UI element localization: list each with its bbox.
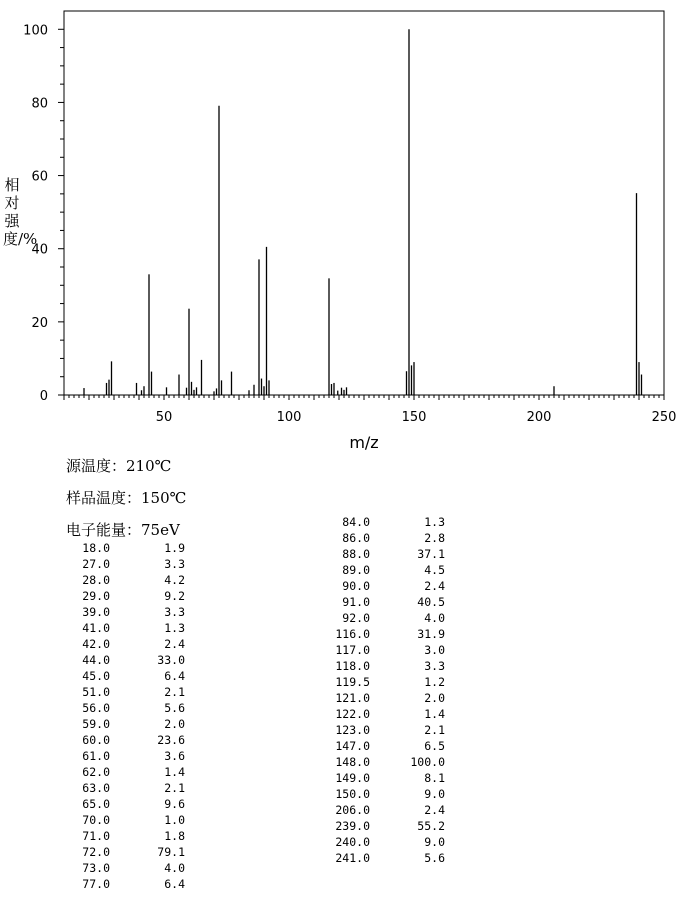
peak-row [330, 674, 460, 690]
peak-row [70, 684, 200, 700]
peak-abundance: 5.6 [424, 851, 445, 865]
peak-mz: 72.0 [82, 845, 110, 859]
peak-mz: 51.0 [82, 685, 110, 699]
x-tick-label: 150 [401, 410, 427, 425]
peak-row [330, 610, 460, 626]
peak-mz: 65.0 [82, 797, 110, 811]
peak-row [330, 850, 460, 866]
peak-row [330, 514, 460, 530]
peak-abundance: 6.4 [164, 669, 185, 683]
peak-mz: 118.0 [335, 659, 370, 673]
peak-abundance: 1.9 [164, 541, 185, 555]
y-tick-label: 100 [23, 23, 48, 39]
y-axis-label: 相对强度/% [3, 176, 38, 248]
peak-mz: 121.0 [335, 691, 370, 705]
peak-row [330, 754, 460, 770]
peak-abundance: 2.4 [424, 579, 445, 593]
peak-row [70, 620, 200, 636]
peak-abundance: 2.4 [164, 637, 185, 651]
peak-mz: 148.0 [335, 755, 370, 769]
peak-row [330, 562, 460, 578]
peak-abundance: 3.6 [164, 749, 185, 763]
peak-row [330, 722, 460, 738]
peak-abundance: 9.0 [424, 787, 445, 801]
peak-abundance: 31.9 [417, 627, 445, 641]
peak-row [70, 812, 200, 828]
x-tick-label: 50 [155, 410, 173, 425]
peak-row [330, 706, 460, 722]
peak-mz: 71.0 [82, 829, 110, 843]
x-axis-label: m/z [349, 433, 379, 452]
peak-row [330, 546, 460, 562]
peak-mz: 92.0 [342, 611, 370, 625]
peak-abundance: 3.3 [164, 557, 185, 571]
peak-abundance: 4.0 [424, 611, 445, 625]
peak-row [70, 700, 200, 716]
peak-mz: 61.0 [82, 749, 110, 763]
peak-row [330, 578, 460, 594]
peak-mz: 59.0 [82, 717, 110, 731]
peak-row [70, 716, 200, 732]
peak-row [70, 780, 200, 796]
peak-mz: 119.5 [335, 675, 370, 689]
peak-row [330, 530, 460, 546]
peak-abundance: 6.5 [424, 739, 445, 753]
peak-abundance: 8.1 [424, 771, 445, 785]
peak-abundance: 1.3 [164, 621, 185, 635]
peak-mz: 117.0 [335, 643, 370, 657]
peak-mz: 18.0 [82, 541, 110, 555]
peak-abundance: 2.1 [424, 723, 445, 737]
peak-mz: 62.0 [82, 765, 110, 779]
peak-row [70, 668, 200, 684]
peak-abundance: 9.6 [164, 797, 185, 811]
peak-row [330, 770, 460, 786]
x-tick-label: 250 [651, 410, 677, 425]
peak-mz: 29.0 [82, 589, 110, 603]
peak-abundance: 55.2 [417, 819, 445, 833]
peak-mz: 147.0 [335, 739, 370, 753]
peak-mz: 240.0 [335, 835, 370, 849]
peak-abundance: 1.2 [424, 675, 445, 689]
y-tick-label: 40 [31, 242, 48, 258]
peak-mz: 91.0 [342, 595, 370, 609]
peak-mz: 63.0 [82, 781, 110, 795]
y-tick-label: 0 [39, 389, 48, 404]
peak-abundance: 2.0 [164, 717, 185, 731]
peak-abundance: 1.4 [164, 765, 185, 779]
peak-abundance: 2.8 [424, 531, 445, 545]
peak-mz: 86.0 [342, 531, 370, 545]
peak-abundance: 1.8 [164, 829, 185, 843]
peak-mz: 45.0 [82, 669, 110, 683]
x-tick-label: 200 [526, 410, 552, 425]
peak-mz: 123.0 [335, 723, 370, 737]
peak-abundance: 3.3 [164, 605, 185, 619]
peak-row [330, 690, 460, 706]
peak-row [70, 828, 200, 844]
peak-mz: 39.0 [82, 605, 110, 619]
peak-mz: 90.0 [342, 579, 370, 593]
peak-abundance: 4.5 [424, 563, 445, 577]
x-tick-label: 100 [276, 410, 302, 425]
peak-mz: 27.0 [82, 557, 110, 571]
peak-abundance: 2.1 [164, 685, 185, 699]
peak-row [70, 860, 200, 876]
peak-row [70, 844, 200, 860]
peak-row [330, 738, 460, 754]
source-temperature: 源温度：210℃ [66, 457, 172, 475]
peak-row [70, 796, 200, 812]
peak-abundance: 37.1 [417, 547, 445, 561]
peak-row [70, 588, 200, 604]
peak-row [330, 818, 460, 834]
peak-row [70, 732, 200, 748]
peak-abundance: 40.5 [417, 595, 445, 609]
peak-abundance: 2.1 [164, 781, 185, 795]
peak-mz: 70.0 [82, 813, 110, 827]
peak-mz: 89.0 [342, 563, 370, 577]
peak-row [70, 636, 200, 652]
peak-row [330, 658, 460, 674]
peak-abundance: 9.0 [424, 835, 445, 849]
peak-abundance: 79.1 [157, 845, 185, 859]
peak-abundance: 100.0 [410, 755, 445, 769]
peak-row [330, 594, 460, 610]
y-tick-label: 60 [31, 169, 48, 185]
peak-mz: 122.0 [335, 707, 370, 721]
peak-abundance: 3.0 [424, 643, 445, 657]
peak-abundance: 5.6 [164, 701, 185, 715]
peak-mz: 116.0 [335, 627, 370, 641]
peak-abundance: 1.0 [164, 813, 185, 827]
peak-abundance: 3.3 [424, 659, 445, 673]
peak-mz: 41.0 [82, 621, 110, 635]
peak-row [330, 642, 460, 658]
peak-mz: 206.0 [335, 803, 370, 817]
peak-mz: 149.0 [335, 771, 370, 785]
y-tick-label: 20 [31, 315, 48, 331]
plot-frame [64, 11, 664, 395]
peak-row [70, 876, 200, 892]
peak-row [330, 786, 460, 802]
peak-abundance: 1.4 [424, 707, 445, 721]
y-tick-label: 80 [31, 96, 48, 112]
peak-mz: 56.0 [82, 701, 110, 715]
peak-row [70, 604, 200, 620]
peak-abundance: 4.2 [164, 573, 185, 587]
peak-row [330, 834, 460, 850]
peak-mz: 239.0 [335, 819, 370, 833]
peak-mz: 241.0 [335, 851, 370, 865]
peak-row [70, 540, 200, 556]
peak-row [70, 556, 200, 572]
peak-abundance: 23.6 [157, 733, 185, 747]
peak-abundance: 2.4 [424, 803, 445, 817]
peak-row [70, 748, 200, 764]
peak-abundance: 1.3 [424, 515, 445, 529]
peak-abundance: 33.0 [157, 653, 185, 667]
peak-mz: 84.0 [342, 515, 370, 529]
peak-row [70, 652, 200, 668]
peak-row [330, 802, 460, 818]
electron-energy: 电子能量：75eV [66, 521, 180, 539]
peak-mz: 42.0 [82, 637, 110, 651]
peak-mz: 73.0 [82, 861, 110, 875]
peak-abundance: 2.0 [424, 691, 445, 705]
peak-row [330, 626, 460, 642]
peak-mz: 44.0 [82, 653, 110, 667]
peak-abundance: 6.4 [164, 877, 185, 891]
peak-row [70, 572, 200, 588]
peak-abundance: 4.0 [164, 861, 185, 875]
peak-mz: 28.0 [82, 573, 110, 587]
peak-row [70, 764, 200, 780]
peak-abundance: 9.2 [164, 589, 185, 603]
sample-temperature: 样品温度：150℃ [66, 489, 187, 507]
peak-mz: 77.0 [82, 877, 110, 891]
peak-mz: 60.0 [82, 733, 110, 747]
peak-mz: 88.0 [342, 547, 370, 561]
peak-mz: 150.0 [335, 787, 370, 801]
